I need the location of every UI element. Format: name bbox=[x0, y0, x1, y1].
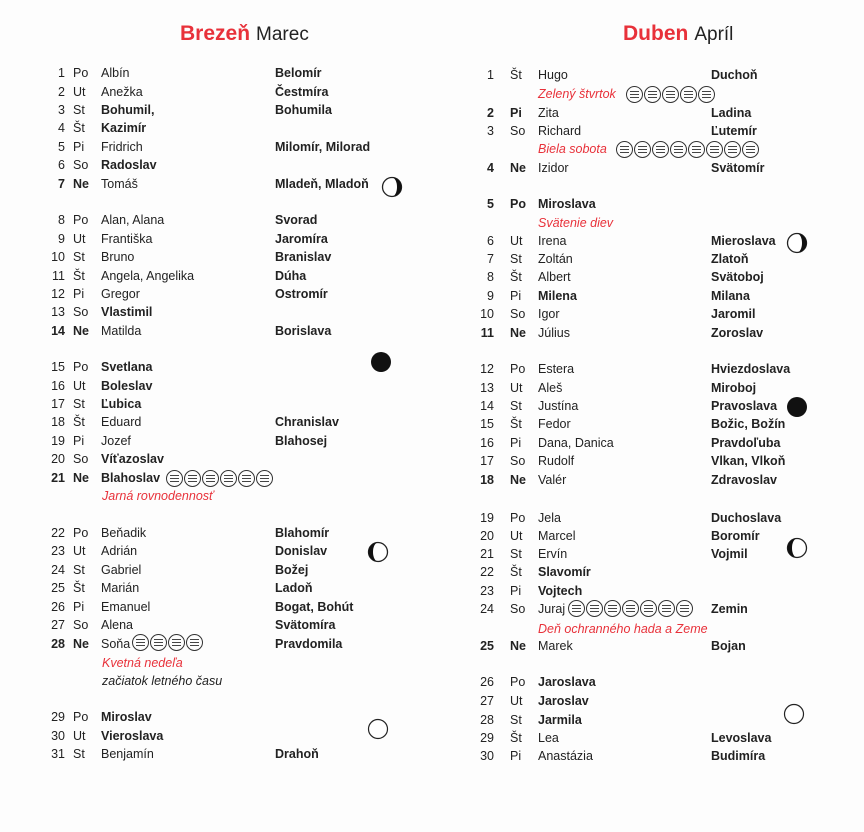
slavic-name: Branislav bbox=[275, 250, 332, 264]
name-day: Albert bbox=[538, 270, 571, 284]
tree-icon bbox=[662, 86, 679, 103]
water-icon bbox=[184, 470, 201, 487]
weekday: Ne bbox=[510, 639, 526, 653]
name-day: Angela, Angelika bbox=[101, 269, 195, 283]
slavic-name: Duchoslava bbox=[711, 511, 782, 525]
weekday: Pi bbox=[510, 106, 522, 120]
day-number: 6 bbox=[487, 234, 494, 248]
bull-icon bbox=[644, 86, 661, 103]
slavic-name: Dúha bbox=[275, 269, 307, 283]
month-name-sk: Duben bbox=[623, 22, 689, 45]
slavic-name: Ostromír bbox=[275, 287, 328, 301]
slavic-name: Božic, Božín bbox=[711, 417, 786, 431]
weekday: St bbox=[73, 103, 85, 117]
day-number: 3 bbox=[58, 103, 65, 117]
day-number: 17 bbox=[51, 397, 65, 411]
weekday: Ne bbox=[73, 324, 89, 338]
name-day: Blahoslav bbox=[101, 471, 161, 485]
day-number: 12 bbox=[51, 287, 65, 301]
note-jarna-rovnodennost: Jarná rovnodennosť bbox=[102, 489, 214, 503]
water-icon bbox=[698, 86, 715, 103]
day-number: 23 bbox=[51, 544, 65, 558]
name-day: Kazimír bbox=[101, 121, 147, 135]
day-number: 20 bbox=[51, 452, 65, 466]
weekday: Št bbox=[73, 121, 85, 135]
weekday: Ut bbox=[510, 694, 523, 708]
water-icon bbox=[640, 600, 657, 617]
water-icon bbox=[150, 634, 167, 651]
name-day: Adrián bbox=[101, 544, 138, 558]
name-day: Estera bbox=[538, 362, 575, 376]
slavic-name: Blahosej bbox=[275, 434, 328, 448]
name-day: Jaroslav bbox=[538, 694, 589, 708]
name-day: Soňa bbox=[101, 637, 131, 651]
name-day: Emanuel bbox=[101, 600, 151, 614]
day-number: 16 bbox=[480, 436, 494, 450]
day-number: 7 bbox=[487, 252, 494, 266]
slavic-name: Svätomír bbox=[711, 161, 765, 175]
day-number: 18 bbox=[51, 415, 65, 429]
hand-icon bbox=[634, 141, 651, 158]
day-number: 14 bbox=[480, 399, 494, 413]
note-svatenie-diev: Svätenie diev bbox=[538, 216, 614, 230]
grain-icon bbox=[742, 141, 759, 158]
slavic-name: Čestmíra bbox=[275, 85, 329, 99]
day-number: 9 bbox=[58, 232, 65, 246]
month-name-sk: Brezeň bbox=[180, 22, 251, 45]
fire-icon bbox=[168, 634, 185, 651]
bull-icon bbox=[658, 600, 675, 617]
day-number: 21 bbox=[480, 547, 494, 561]
name-day: Jela bbox=[538, 511, 561, 525]
day-number: 24 bbox=[51, 563, 65, 577]
name-day: Valér bbox=[538, 473, 567, 487]
day-number: 23 bbox=[480, 584, 494, 598]
name-day: Bruno bbox=[101, 250, 135, 264]
slavic-name: Pravoslava bbox=[711, 399, 778, 413]
name-day: Milena bbox=[538, 289, 577, 303]
day-number: 6 bbox=[58, 158, 65, 172]
name-day: Dana, Danica bbox=[538, 436, 614, 450]
day-number: 26 bbox=[480, 675, 494, 689]
weekday: So bbox=[510, 307, 526, 321]
weekday: St bbox=[73, 563, 85, 577]
weekday: So bbox=[510, 124, 526, 138]
slavic-name: Zemin bbox=[711, 602, 748, 616]
month-title-april bbox=[623, 22, 733, 46]
weekday: Ne bbox=[510, 473, 526, 487]
weekday: Po bbox=[73, 710, 89, 724]
hand-icon bbox=[132, 634, 149, 651]
symbols-21-march bbox=[166, 470, 274, 487]
name-day: Boleslav bbox=[101, 379, 153, 393]
slavic-name: Bojan bbox=[711, 639, 746, 653]
slavic-name: Donislav bbox=[275, 544, 328, 558]
name-day: Fridrich bbox=[101, 140, 143, 154]
slavic-name: Jaromíra bbox=[275, 232, 328, 246]
weekday: Pi bbox=[73, 140, 85, 154]
moon-full-icon bbox=[367, 718, 389, 740]
weekday: Ut bbox=[73, 379, 86, 393]
name-day: Richard bbox=[538, 124, 582, 138]
day-number: 26 bbox=[51, 600, 65, 614]
day-number: 5 bbox=[487, 197, 494, 211]
name-day: Irena bbox=[538, 234, 567, 248]
slavic-name: Mieroslava bbox=[711, 234, 776, 248]
weekday: St bbox=[73, 397, 85, 411]
name-day: Anastázia bbox=[538, 749, 593, 763]
hand-icon bbox=[676, 600, 693, 617]
name-day: Svetlana bbox=[101, 360, 153, 374]
slavic-name: Budimíra bbox=[711, 749, 766, 763]
weekday: Po bbox=[73, 213, 89, 227]
name-day: Bohumil, bbox=[101, 103, 155, 117]
name-day: Františka bbox=[101, 232, 153, 246]
symbols-28-march bbox=[132, 634, 204, 651]
name-day: Hugo bbox=[538, 68, 568, 82]
weekday: Ne bbox=[73, 471, 89, 485]
day-number: 15 bbox=[480, 417, 494, 431]
weekday: Po bbox=[73, 66, 89, 80]
water-icon bbox=[202, 470, 219, 487]
day-number: 27 bbox=[480, 694, 494, 708]
weekday: Ut bbox=[510, 234, 523, 248]
weekday: Št bbox=[73, 415, 85, 429]
weekday: Po bbox=[510, 511, 526, 525]
bull-icon bbox=[238, 470, 255, 487]
eye-icon bbox=[688, 141, 705, 158]
weekday: Št bbox=[510, 68, 522, 82]
name-day: Izidor bbox=[538, 161, 569, 175]
note-kvetna-nedela: Kvetná nedeľa bbox=[102, 656, 183, 670]
palm-icon bbox=[706, 141, 723, 158]
symbols-1-april bbox=[626, 86, 716, 103]
hand-icon bbox=[626, 86, 643, 103]
month-name-cz: Apríl bbox=[694, 24, 734, 45]
moon-last-quarter-icon bbox=[786, 232, 808, 254]
slavic-name: Pravdoľuba bbox=[711, 436, 781, 450]
slavic-name: Blahomír bbox=[275, 526, 330, 540]
tree-icon bbox=[670, 141, 687, 158]
bull-icon bbox=[724, 141, 741, 158]
name-day: Matilda bbox=[101, 324, 142, 338]
weekday: Ne bbox=[73, 637, 89, 651]
grain-icon bbox=[680, 86, 697, 103]
fire-icon bbox=[604, 600, 621, 617]
moon-last-quarter-icon bbox=[381, 176, 403, 198]
name-day: Zoltán bbox=[538, 252, 573, 266]
name-day: Vieroslava bbox=[101, 729, 164, 743]
slavic-name: Svorad bbox=[275, 213, 318, 227]
day-number: 14 bbox=[51, 324, 65, 338]
symbols-3-april bbox=[616, 141, 760, 158]
day-number: 25 bbox=[51, 581, 65, 595]
weekday: So bbox=[73, 158, 89, 172]
weekday: Po bbox=[510, 362, 526, 376]
weekday: Št bbox=[510, 565, 522, 579]
weekday: Ut bbox=[510, 529, 523, 543]
weekday: Po bbox=[510, 197, 526, 211]
weekday: Pi bbox=[510, 289, 522, 303]
day-number: 8 bbox=[58, 213, 65, 227]
day-number: 22 bbox=[480, 565, 494, 579]
note-zeleny-stvrtok: Zelený štvrtok bbox=[538, 87, 616, 101]
weekday: Ut bbox=[73, 544, 86, 558]
name-day: Igor bbox=[538, 307, 560, 321]
weekday: Ne bbox=[73, 177, 89, 191]
name-day: Jarmila bbox=[538, 713, 582, 727]
slavic-name: Božej bbox=[275, 563, 309, 577]
slavic-name: Milomír, Milorad bbox=[275, 140, 371, 154]
tree-icon bbox=[256, 470, 273, 487]
name-day: Albín bbox=[101, 66, 130, 80]
day-number: 11 bbox=[52, 269, 65, 283]
weekday: Ne bbox=[510, 161, 526, 175]
weekday: So bbox=[73, 305, 89, 319]
day-number: 13 bbox=[480, 381, 494, 395]
name-day: Eduard bbox=[101, 415, 142, 429]
moon-full-icon bbox=[783, 703, 805, 725]
palm-icon bbox=[622, 600, 639, 617]
day-number: 17 bbox=[480, 454, 494, 468]
fire-icon bbox=[616, 141, 633, 158]
name-day: Jaroslava bbox=[538, 675, 596, 689]
weekday: Ut bbox=[73, 85, 86, 99]
name-day: Alan, Alana bbox=[101, 213, 165, 227]
slavic-name: Svätoboj bbox=[711, 270, 764, 284]
name-day: Zita bbox=[538, 106, 559, 120]
weekday: So bbox=[73, 452, 89, 466]
name-day: Aleš bbox=[538, 381, 563, 395]
day-number: 1 bbox=[58, 66, 65, 80]
day-number: 15 bbox=[51, 360, 65, 374]
note-letny-cas: začiatok letného času bbox=[102, 674, 223, 688]
month-name-cz: Marec bbox=[256, 24, 309, 45]
weekday: So bbox=[73, 618, 89, 632]
day-number: 28 bbox=[480, 713, 494, 727]
slavic-name: Duchoň bbox=[711, 68, 758, 82]
slavic-name: Miroboj bbox=[711, 381, 757, 395]
weekday: Po bbox=[510, 675, 526, 689]
day-number: 5 bbox=[58, 140, 65, 154]
name-day: Tomáš bbox=[101, 177, 138, 191]
day-number: 7 bbox=[58, 177, 65, 191]
name-day: Miroslav bbox=[101, 710, 152, 724]
slavic-name: Zdravoslav bbox=[711, 473, 778, 487]
weekday: So bbox=[510, 602, 526, 616]
day-number: 10 bbox=[51, 250, 65, 264]
slavic-name: Pravdomila bbox=[275, 637, 343, 651]
name-day: Lea bbox=[538, 731, 559, 745]
weekday: Po bbox=[73, 526, 89, 540]
day-number: 2 bbox=[487, 106, 494, 120]
weekday: Št bbox=[510, 417, 522, 431]
name-day: Beňadik bbox=[101, 526, 147, 540]
hand-icon bbox=[166, 470, 183, 487]
moon-new-icon bbox=[370, 351, 392, 373]
day-number: 10 bbox=[480, 307, 494, 321]
day-number: 22 bbox=[51, 526, 65, 540]
day-number: 27 bbox=[51, 618, 65, 632]
day-number: 9 bbox=[487, 289, 494, 303]
name-day: Ervín bbox=[538, 547, 568, 561]
mask-icon bbox=[186, 634, 203, 651]
slavic-name: Hviezdoslava bbox=[711, 362, 791, 376]
slavic-name: Jaromil bbox=[711, 307, 756, 321]
slavic-name: Milana bbox=[711, 289, 750, 303]
slavic-name: Vojmil bbox=[711, 547, 748, 561]
name-day: Slavomír bbox=[538, 565, 591, 579]
name-day: Rudolf bbox=[538, 454, 575, 468]
slavic-name: Chranislav bbox=[275, 415, 339, 429]
name-day: Justína bbox=[538, 399, 579, 413]
symbols-24-april bbox=[568, 600, 694, 617]
weekday: St bbox=[510, 713, 522, 727]
moon-first-quarter-icon bbox=[786, 537, 808, 559]
sun-icon bbox=[568, 600, 585, 617]
name-day: Alena bbox=[101, 618, 133, 632]
day-number: 30 bbox=[480, 749, 494, 763]
slavic-name: Ladoň bbox=[275, 581, 313, 595]
weekday: Ne bbox=[510, 326, 526, 340]
day-number: 21 bbox=[51, 471, 65, 485]
day-number: 29 bbox=[480, 731, 494, 745]
name-day: Július bbox=[538, 326, 570, 340]
moon-new-icon bbox=[786, 396, 808, 418]
name-day: Vojtech bbox=[538, 584, 583, 598]
slavic-name: Belomír bbox=[275, 66, 322, 80]
day-number: 2 bbox=[58, 85, 65, 99]
slavic-name: Bogat, Bohút bbox=[275, 600, 354, 614]
slavic-name: Levoslava bbox=[711, 731, 772, 745]
slavic-name: Mladeň, Mladoň bbox=[275, 177, 369, 191]
day-number: 30 bbox=[51, 729, 65, 743]
weekday: Pi bbox=[510, 436, 522, 450]
day-number: 31 bbox=[51, 747, 65, 761]
moon-first-quarter-icon bbox=[367, 541, 389, 563]
name-day: Víťazoslav bbox=[101, 452, 164, 466]
weekday: Po bbox=[73, 360, 89, 374]
weekday: Ut bbox=[510, 381, 523, 395]
name-day: Miroslava bbox=[538, 197, 596, 211]
day-number: 13 bbox=[51, 305, 65, 319]
weekday: St bbox=[510, 399, 522, 413]
weekday: St bbox=[510, 547, 522, 561]
slavic-name: Boromír bbox=[711, 529, 760, 543]
bull-icon bbox=[652, 141, 669, 158]
slavic-name: Bohumila bbox=[275, 103, 332, 117]
weekday: Št bbox=[73, 269, 85, 283]
slavic-name: Ľutemír bbox=[711, 124, 757, 138]
name-day: Jozef bbox=[101, 434, 131, 448]
day-number: 20 bbox=[480, 529, 494, 543]
day-number: 16 bbox=[51, 379, 65, 393]
weekday: Ut bbox=[73, 232, 86, 246]
day-number: 4 bbox=[58, 121, 65, 135]
slavic-name: Zoroslav bbox=[711, 326, 764, 340]
weekday: St bbox=[73, 250, 85, 264]
day-number: 3 bbox=[487, 124, 494, 138]
name-day: Ľubica bbox=[101, 397, 142, 411]
slavic-name: Ladina bbox=[711, 106, 752, 120]
day-number: 19 bbox=[51, 434, 65, 448]
day-number: 11 bbox=[480, 326, 494, 340]
slavic-name: Drahoň bbox=[275, 747, 319, 761]
weekday: Pi bbox=[510, 749, 522, 763]
weekday: St bbox=[73, 747, 85, 761]
weekday: So bbox=[510, 454, 526, 468]
name-day: Marián bbox=[101, 581, 140, 595]
weekday: Št bbox=[73, 581, 85, 595]
name-day: Marcel bbox=[538, 529, 576, 543]
name-day: Gregor bbox=[101, 287, 140, 301]
name-day: Radoslav bbox=[101, 158, 157, 172]
name-day: Benjamín bbox=[101, 747, 154, 761]
fire-icon bbox=[220, 470, 237, 487]
weekday: Št bbox=[510, 731, 522, 745]
weekday: Pi bbox=[510, 584, 522, 598]
slavic-name: Vlkan, Vlkoň bbox=[711, 454, 786, 468]
month-title-march bbox=[180, 22, 309, 46]
day-number: 1 bbox=[487, 68, 494, 82]
name-day: Anežka bbox=[101, 85, 143, 99]
weekday: Št bbox=[510, 270, 522, 284]
slavic-name: Svätomíra bbox=[275, 618, 336, 632]
day-number: 25 bbox=[480, 639, 494, 653]
day-number: 28 bbox=[51, 637, 65, 651]
name-day: Marek bbox=[538, 639, 573, 653]
day-number: 4 bbox=[487, 161, 494, 175]
weekday: Ut bbox=[73, 729, 86, 743]
weekday: Pi bbox=[73, 434, 85, 448]
slavic-name: Borislava bbox=[275, 324, 332, 338]
weekday: St bbox=[510, 252, 522, 266]
name-day: Gabriel bbox=[101, 563, 142, 577]
name-day: Fedor bbox=[538, 417, 571, 431]
day-number: 18 bbox=[480, 473, 494, 487]
weekday: Pi bbox=[73, 600, 85, 614]
day-number: 24 bbox=[480, 602, 494, 616]
note-den-ochranneho-hada: Deň ochranného hada a Zeme bbox=[538, 622, 708, 636]
name-day: Vlastimil bbox=[101, 305, 153, 319]
day-number: 29 bbox=[51, 710, 65, 724]
slavic-name: Zlatoň bbox=[711, 252, 749, 266]
day-number: 8 bbox=[487, 270, 494, 284]
day-number: 19 bbox=[480, 511, 494, 525]
eye-icon bbox=[586, 600, 603, 617]
name-day: Juraj bbox=[538, 602, 566, 616]
note-biela-sobota: Biela sobota bbox=[538, 142, 607, 156]
day-number: 12 bbox=[480, 362, 494, 376]
weekday: Pi bbox=[73, 287, 85, 301]
